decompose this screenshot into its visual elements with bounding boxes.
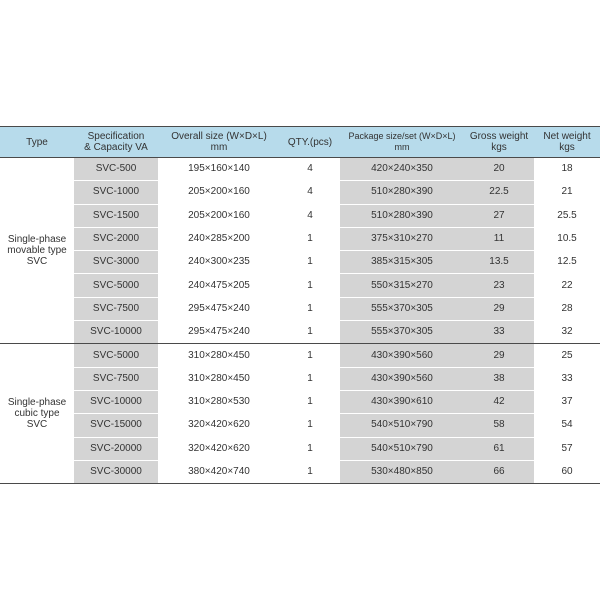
net-cell: 22 [534, 274, 600, 297]
qty-cell: 1 [280, 460, 340, 483]
gross-cell: 38 [464, 367, 534, 390]
qty-cell: 1 [280, 274, 340, 297]
net-cell: 28 [534, 297, 600, 320]
spec-cell: SVC-3000 [74, 251, 158, 274]
package-cell: 430×390×560 [340, 344, 464, 367]
table-row [0, 274, 600, 297]
gross-cell: 29 [464, 344, 534, 367]
spec-cell: SVC-7500 [74, 297, 158, 320]
table-row [0, 227, 600, 250]
overall-cell: 240×300×235 [158, 251, 280, 274]
table-row [0, 390, 600, 413]
package-cell: 430×390×610 [340, 390, 464, 413]
table-row [0, 414, 600, 437]
package-cell: 375×310×270 [340, 227, 464, 250]
table-row [0, 297, 600, 320]
table-body [0, 158, 600, 484]
header-row [0, 127, 600, 158]
package-cell: 530×480×850 [340, 460, 464, 483]
overall-cell: 310×280×450 [158, 367, 280, 390]
header-type: Type [0, 127, 74, 158]
table-header [0, 127, 600, 158]
net-cell: 54 [534, 414, 600, 437]
type-label-line: SVC [26, 256, 48, 268]
qty-cell: 1 [280, 437, 340, 460]
net-cell: 25.5 [534, 204, 600, 227]
type-label-line: cubic type [14, 408, 60, 420]
header-qty: QTY.(pcs) [280, 127, 340, 158]
table-row [0, 158, 600, 181]
package-cell: 550×315×270 [340, 274, 464, 297]
overall-cell: 205×200×160 [158, 181, 280, 204]
header-overall-size: Overall size (W×D×L) mm [158, 127, 280, 158]
qty-cell: 4 [280, 204, 340, 227]
package-cell: 555×370×305 [340, 297, 464, 320]
net-cell: 33 [534, 367, 600, 390]
net-cell: 12.5 [534, 251, 600, 274]
overall-cell: 195×160×140 [158, 158, 280, 181]
package-cell: 540×510×790 [340, 414, 464, 437]
qty-cell: 1 [280, 297, 340, 320]
qty-cell: 4 [280, 158, 340, 181]
qty-cell: 1 [280, 227, 340, 250]
net-cell: 21 [534, 181, 600, 204]
type-label-line: movable type [7, 245, 67, 257]
gross-cell: 66 [464, 460, 534, 483]
spec-cell: SVC-5000 [74, 274, 158, 297]
header-net-weight: Net weight kgs [534, 127, 600, 158]
package-cell: 420×240×350 [340, 158, 464, 181]
gross-cell: 61 [464, 437, 534, 460]
spec-cell: SVC-5000 [74, 344, 158, 367]
type-cell [0, 158, 74, 344]
header-gross-weight: Gross weight kgs [464, 127, 534, 158]
table-row [0, 344, 600, 367]
net-cell: 18 [534, 158, 600, 181]
spec-cell: SVC-2000 [74, 227, 158, 250]
net-cell: 60 [534, 460, 600, 483]
net-cell: 37 [534, 390, 600, 413]
gross-cell: 23 [464, 274, 534, 297]
net-cell: 10.5 [534, 227, 600, 250]
header-spec: Specification & Capacity VA [74, 127, 158, 158]
spec-cell: SVC-15000 [74, 414, 158, 437]
net-cell: 25 [534, 344, 600, 367]
gross-cell: 29 [464, 297, 534, 320]
package-cell: 510×280×390 [340, 181, 464, 204]
qty-cell: 1 [280, 367, 340, 390]
spec-table [0, 126, 600, 484]
spec-cell: SVC-20000 [74, 437, 158, 460]
overall-cell: 310×280×530 [158, 390, 280, 413]
type-cell [0, 344, 74, 484]
package-cell: 555×370×305 [340, 321, 464, 344]
gross-cell: 58 [464, 414, 534, 437]
qty-cell: 1 [280, 390, 340, 413]
overall-cell: 240×285×200 [158, 227, 280, 250]
gross-cell: 11 [464, 227, 534, 250]
gross-cell: 33 [464, 321, 534, 344]
package-cell: 540×510×790 [340, 437, 464, 460]
gross-cell: 20 [464, 158, 534, 181]
table-row [0, 437, 600, 460]
gross-cell: 27 [464, 204, 534, 227]
spec-cell: SVC-7500 [74, 367, 158, 390]
overall-cell: 295×475×240 [158, 321, 280, 344]
qty-cell: 1 [280, 414, 340, 437]
spec-cell: SVC-10000 [74, 321, 158, 344]
spec-cell: SVC-10000 [74, 390, 158, 413]
overall-cell: 310×280×450 [158, 344, 280, 367]
overall-cell: 205×200×160 [158, 204, 280, 227]
package-cell: 385×315×305 [340, 251, 464, 274]
type-label-line: SVC [26, 419, 48, 431]
overall-cell: 295×475×240 [158, 297, 280, 320]
qty-cell: 1 [280, 344, 340, 367]
table-row [0, 181, 600, 204]
overall-cell: 240×475×205 [158, 274, 280, 297]
package-cell: 510×280×390 [340, 204, 464, 227]
header-package-size: Package size/set (W×D×L) mm [340, 127, 464, 158]
table-row [0, 321, 600, 344]
type-label-line: Single-phase [7, 234, 67, 246]
overall-cell: 380×420×740 [158, 460, 280, 483]
overall-cell: 320×420×620 [158, 414, 280, 437]
gross-cell: 13.5 [464, 251, 534, 274]
type-label-line: Single-phase [7, 397, 67, 409]
qty-cell: 1 [280, 251, 340, 274]
gross-cell: 42 [464, 390, 534, 413]
spec-cell: SVC-1000 [74, 181, 158, 204]
spec-cell: SVC-1500 [74, 204, 158, 227]
net-cell: 57 [534, 437, 600, 460]
net-cell: 32 [534, 321, 600, 344]
overall-cell: 320×420×620 [158, 437, 280, 460]
spec-cell: SVC-30000 [74, 460, 158, 483]
table-row [0, 204, 600, 227]
table-row [0, 251, 600, 274]
qty-cell: 4 [280, 181, 340, 204]
spec-cell: SVC-500 [74, 158, 158, 181]
table-row [0, 460, 600, 483]
package-cell: 430×390×560 [340, 367, 464, 390]
gross-cell: 22.5 [464, 181, 534, 204]
table-row [0, 367, 600, 390]
qty-cell: 1 [280, 321, 340, 344]
